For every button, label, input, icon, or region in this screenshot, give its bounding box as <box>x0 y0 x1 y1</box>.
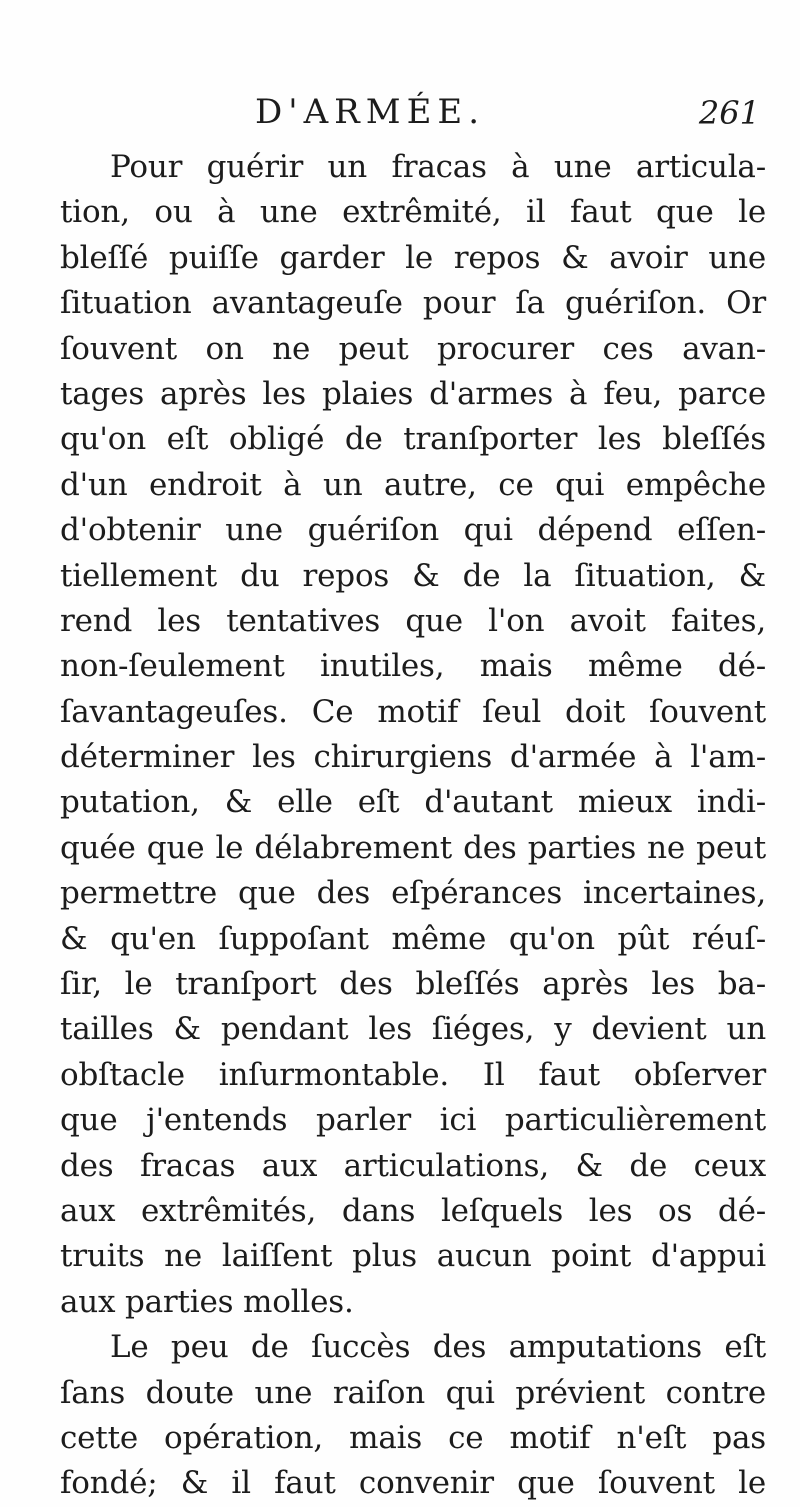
text-line: rend les tentatives que l'on avoit faites, <box>60 602 766 639</box>
text-line: des fracas aux articulations, & de ceux <box>60 1147 766 1184</box>
text-line: ſituation avantageuſe pour ſa guériſon. Or <box>60 285 766 322</box>
text-line: Pour guérir un fracas à une articula- <box>110 149 766 185</box>
text-line: obſtacle inſurmontable. Il faut obſerver <box>60 1056 766 1093</box>
text-line: aux parties molles. <box>60 1283 354 1320</box>
text-line: putation, & elle eſt d'autant mieux indi- <box>60 784 766 821</box>
text-line: & qu'en ſuppoſant même qu'on pût réuſ- <box>60 920 766 957</box>
text-line: qu'on eſt obligé de tranſporter les bleſſés <box>60 421 766 458</box>
text-line: bleſſé puiſſe garder le repos & avoir une <box>60 239 766 276</box>
page-number: 261 <box>698 94 760 132</box>
text-line: permettre que des eſpérances incertaines, <box>60 875 766 912</box>
text-line: ſans doute une raiſon qui prévient contre <box>60 1374 766 1411</box>
text-line: aux extrêmités, dans leſquels les os dé- <box>60 1192 766 1229</box>
text-line: truits ne laiſſent plus aucun point d'appui <box>60 1238 766 1275</box>
text-line: tiellement du repos & de la ſituation, & <box>60 557 766 594</box>
text-line: d'un endroit à un autre, ce qui empêche <box>60 466 766 503</box>
text-line: que j'entends parler ici particulièrement <box>60 1102 766 1139</box>
text-line: ſir, le tranſport des bleſſés après les ba- <box>60 966 766 1003</box>
text-line: fondé; & il faut convenir que ſouvent le <box>60 1465 766 1502</box>
running-head-title: D'ARMÉE. <box>255 92 486 132</box>
text-line: tailles & pendant les ſiéges, y devient un <box>60 1011 766 1048</box>
text-line: déterminer les chirurgiens d'armée à l'am- <box>60 739 766 776</box>
text-line: ſouvent on ne peut procurer ces avan- <box>60 330 766 367</box>
text-line: ſavantageuſes. Ce motif ſeul doit ſouvent <box>60 693 766 730</box>
text-line: quée que le délabrement des parties ne peut <box>60 829 766 866</box>
text-line: cette opération, mais ce motif n'eſt pas <box>60 1419 766 1456</box>
text-line: tion, ou à une extrêmité, il faut que le <box>60 194 766 231</box>
text-line: non-ſeulement inutiles, mais même dé- <box>60 648 766 685</box>
text-body <box>60 145 766 1507</box>
text-line: tages après les plaies d'armes à feu, parce <box>60 375 766 412</box>
text-line: Le peu de ſuccès des amputations eſt <box>110 1329 766 1366</box>
running-head <box>60 92 760 132</box>
text-line: d'obtenir une guériſon qui dépend eſſen- <box>60 512 766 549</box>
